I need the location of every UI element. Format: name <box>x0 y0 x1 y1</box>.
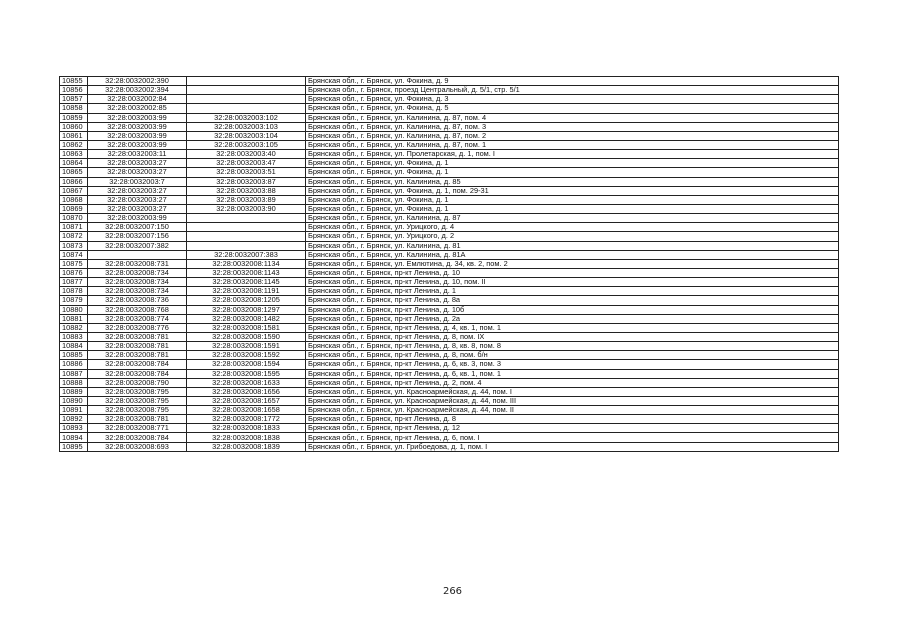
object-cadastral-number-cell: 32:28:0032008:1839 <box>187 442 306 451</box>
table-row <box>60 86 839 95</box>
property-register-table <box>59 76 839 452</box>
row-number-cell: 10881 <box>60 314 88 323</box>
object-cadastral-number-cell: 32:28:0032003:88 <box>187 186 306 195</box>
table-row <box>60 314 839 323</box>
row-number-cell: 10861 <box>60 131 88 140</box>
object-cadastral-number-cell: 32:28:0032007:383 <box>187 250 306 259</box>
table-row <box>60 177 839 186</box>
parcel-cadastral-number-cell: 32:28:0032002:85 <box>88 104 187 113</box>
table-row <box>60 204 839 213</box>
address-cell: Брянская обл., г. Брянск, пр-кт Ленина, д. 10, пом. II <box>306 278 839 287</box>
page-number: 266 <box>442 586 463 597</box>
parcel-cadastral-number-cell: 32:28:0032007:156 <box>88 232 187 241</box>
table-row <box>60 342 839 351</box>
row-number-cell: 10867 <box>60 186 88 195</box>
row-number-cell: 10893 <box>60 424 88 433</box>
row-number-cell: 10885 <box>60 351 88 360</box>
parcel-cadastral-number-cell: 32:28:0032003:11 <box>88 150 187 159</box>
object-cadastral-number-cell: 32:28:0032008:1657 <box>187 396 306 405</box>
object-cadastral-number-cell: 32:28:0032008:1772 <box>187 415 306 424</box>
address-cell: Брянская обл., г. Брянск, ул. Урицкого, д. 4 <box>306 223 839 232</box>
parcel-cadastral-number-cell: 32:28:0032008:784 <box>88 433 187 442</box>
address-cell: Брянская обл., г. Брянск, ул. Калинина, д. 87, пом. 2 <box>306 131 839 140</box>
object-cadastral-number-cell: 32:28:0032008:1595 <box>187 369 306 378</box>
address-cell: Брянская обл., г. Брянск, пр-кт Ленина, д. 4, кв. 1, пом. 1 <box>306 323 839 332</box>
address-cell: Брянская обл., г. Брянск, ул. Калинина, д. 81А <box>306 250 839 259</box>
parcel-cadastral-number-cell: 32:28:0032003:99 <box>88 214 187 223</box>
table-row <box>60 77 839 86</box>
address-cell: Брянская обл., г. Брянск, ул. Фокина, д. 9 <box>306 77 839 86</box>
row-number-cell: 10860 <box>60 122 88 131</box>
address-cell: Брянская обл., г. Брянск, пр-кт Ленина, д. 6, кв. 1, пом. 1 <box>306 369 839 378</box>
parcel-cadastral-number-cell: 32:28:0032003:99 <box>88 113 187 122</box>
parcel-cadastral-number-cell: 32:28:0032003:27 <box>88 186 187 195</box>
address-cell: Брянская обл., г. Брянск, ул. Калинина, д. 87, пом. 4 <box>306 113 839 122</box>
address-cell: Брянская обл., г. Брянск, ул. Калинина, д. 85 <box>306 177 839 186</box>
parcel-cadastral-number-cell: 32:28:0032008:774 <box>88 314 187 323</box>
table-row <box>60 415 839 424</box>
row-number-cell: 10890 <box>60 396 88 405</box>
row-number-cell: 10865 <box>60 168 88 177</box>
parcel-cadastral-number-cell: 32:28:0032003:27 <box>88 195 187 204</box>
object-cadastral-number-cell: 32:28:0032008:1191 <box>187 287 306 296</box>
row-number-cell: 10857 <box>60 95 88 104</box>
row-number-cell: 10868 <box>60 195 88 204</box>
object-cadastral-number-cell: 32:28:0032008:1145 <box>187 278 306 287</box>
row-number-cell: 10886 <box>60 360 88 369</box>
address-cell: Брянская обл., г. Брянск, ул. Красноармейская, д. 44, пом. III <box>306 396 839 405</box>
address-cell: Брянская обл., г. Брянск, ул. Фокина, д. 1 <box>306 159 839 168</box>
object-cadastral-number-cell: 32:28:0032008:1592 <box>187 351 306 360</box>
address-cell: Брянская обл., г. Брянск, пр-кт Ленина, д. 8, кв. 8, пом. 8 <box>306 342 839 351</box>
table-row <box>60 287 839 296</box>
address-cell: Брянская обл., г. Брянск, ул. Фокина, д. 1 <box>306 168 839 177</box>
row-number-cell: 10875 <box>60 259 88 268</box>
parcel-cadastral-number-cell: 32:28:0032003:27 <box>88 159 187 168</box>
row-number-cell: 10878 <box>60 287 88 296</box>
object-cadastral-number-cell: 32:28:0032003:40 <box>187 150 306 159</box>
row-number-cell: 10872 <box>60 232 88 241</box>
parcel-cadastral-number-cell: 32:28:0032002:394 <box>88 86 187 95</box>
object-cadastral-number-cell: 32:28:0032003:90 <box>187 204 306 213</box>
parcel-cadastral-number-cell: 32:28:0032008:795 <box>88 396 187 405</box>
table-row <box>60 168 839 177</box>
object-cadastral-number-cell: 32:28:0032008:1581 <box>187 323 306 332</box>
table-row <box>60 360 839 369</box>
object-cadastral-number-cell <box>187 223 306 232</box>
object-cadastral-number-cell: 32:28:0032008:1658 <box>187 406 306 415</box>
row-number-cell: 10892 <box>60 415 88 424</box>
register-body <box>60 77 839 452</box>
table-row <box>60 268 839 277</box>
parcel-cadastral-number-cell: 32:28:0032007:382 <box>88 241 187 250</box>
address-cell: Брянская обл., г. Брянск, пр-кт Ленина, д. 10 <box>306 268 839 277</box>
address-cell: Брянская обл., г. Брянск, ул. Фокина, д. 3 <box>306 95 839 104</box>
address-cell: Брянская обл., г. Брянск, ул. Калинина, д. 87, пом. 3 <box>306 122 839 131</box>
address-cell: Брянская обл., г. Брянск, пр-кт Ленина, д. 10б <box>306 305 839 314</box>
row-number-cell: 10866 <box>60 177 88 186</box>
table-row <box>60 278 839 287</box>
parcel-cadastral-number-cell: 32:28:0032008:771 <box>88 424 187 433</box>
row-number-cell: 10887 <box>60 369 88 378</box>
table-row <box>60 150 839 159</box>
row-number-cell: 10895 <box>60 442 88 451</box>
table-row <box>60 186 839 195</box>
address-cell: Брянская обл., г. Брянск, пр-кт Ленина, д. 1 <box>306 287 839 296</box>
address-cell: Брянская обл., г. Брянск, пр-кт Ленина, д. 12 <box>306 424 839 433</box>
object-cadastral-number-cell: 32:28:0032008:1591 <box>187 342 306 351</box>
row-number-cell: 10894 <box>60 433 88 442</box>
table-row <box>60 323 839 332</box>
table-row <box>60 214 839 223</box>
object-cadastral-number-cell: 32:28:0032008:1656 <box>187 387 306 396</box>
address-cell: Брянская обл., г. Брянск, ул. Фокина, д. 1, пом. 29-31 <box>306 186 839 195</box>
table-row <box>60 159 839 168</box>
object-cadastral-number-cell <box>187 104 306 113</box>
table-row <box>60 369 839 378</box>
object-cadastral-number-cell: 32:28:0032003:105 <box>187 140 306 149</box>
row-number-cell: 10879 <box>60 296 88 305</box>
object-cadastral-number-cell: 32:28:0032003:51 <box>187 168 306 177</box>
parcel-cadastral-number-cell: 32:28:0032008:768 <box>88 305 187 314</box>
table-row <box>60 396 839 405</box>
parcel-cadastral-number-cell: 32:28:0032002:84 <box>88 95 187 104</box>
address-cell: Брянская обл., г. Брянск, пр-кт Ленина, д. 6, пом. I <box>306 433 839 442</box>
object-cadastral-number-cell <box>187 232 306 241</box>
table-row <box>60 332 839 341</box>
table-row <box>60 122 839 131</box>
object-cadastral-number-cell <box>187 95 306 104</box>
table-row <box>60 131 839 140</box>
table-row <box>60 305 839 314</box>
parcel-cadastral-number-cell: 32:28:0032008:781 <box>88 351 187 360</box>
address-cell: Брянская обл., г. Брянск, ул. Фокина, д. 5 <box>306 104 839 113</box>
row-number-cell: 10884 <box>60 342 88 351</box>
parcel-cadastral-number-cell: 32:28:0032003:99 <box>88 131 187 140</box>
row-number-cell: 10863 <box>60 150 88 159</box>
parcel-cadastral-number-cell: 32:28:0032008:734 <box>88 268 187 277</box>
row-number-cell: 10855 <box>60 77 88 86</box>
table-row <box>60 95 839 104</box>
parcel-cadastral-number-cell: 32:28:0032003:99 <box>88 122 187 131</box>
table-row <box>60 195 839 204</box>
parcel-cadastral-number-cell: 32:28:0032008:781 <box>88 332 187 341</box>
object-cadastral-number-cell: 32:28:0032008:1590 <box>187 332 306 341</box>
parcel-cadastral-number-cell: 32:28:0032008:731 <box>88 259 187 268</box>
row-number-cell: 10871 <box>60 223 88 232</box>
address-cell: Брянская обл., г. Брянск, проезд Центральный, д. 5/1, стр. 5/1 <box>306 86 839 95</box>
address-cell: Брянская обл., г. Брянск, ул. Калинина, д. 87 <box>306 214 839 223</box>
table-row <box>60 433 839 442</box>
address-cell: Брянская обл., г. Брянск, ул. Грибоедова, д. 1, пом. I <box>306 442 839 451</box>
object-cadastral-number-cell: 32:28:0032003:103 <box>187 122 306 131</box>
parcel-cadastral-number-cell: 32:28:0032003:99 <box>88 140 187 149</box>
object-cadastral-number-cell: 32:28:0032008:1143 <box>187 268 306 277</box>
parcel-cadastral-number-cell: 32:28:0032003:27 <box>88 168 187 177</box>
address-cell: Брянская обл., г. Брянск, ул. Фокина, д. 1 <box>306 195 839 204</box>
address-cell: Брянская обл., г. Брянск, пр-кт Ленина, д. 8, пом. б/н <box>306 351 839 360</box>
table-row <box>60 140 839 149</box>
parcel-cadastral-number-cell: 32:28:0032008:734 <box>88 278 187 287</box>
row-number-cell: 10869 <box>60 204 88 213</box>
object-cadastral-number-cell: 32:28:0032003:47 <box>187 159 306 168</box>
address-cell: Брянская обл., г. Брянск, пр-кт Ленина, д. 8, пом. IX <box>306 332 839 341</box>
row-number-cell: 10882 <box>60 323 88 332</box>
row-number-cell: 10880 <box>60 305 88 314</box>
parcel-cadastral-number-cell: 32:28:0032002:390 <box>88 77 187 86</box>
row-number-cell: 10864 <box>60 159 88 168</box>
object-cadastral-number-cell: 32:28:0032003:104 <box>187 131 306 140</box>
object-cadastral-number-cell: 32:28:0032008:1833 <box>187 424 306 433</box>
parcel-cadastral-number-cell: 32:28:0032008:781 <box>88 342 187 351</box>
table-row <box>60 424 839 433</box>
row-number-cell: 10874 <box>60 250 88 259</box>
table-row <box>60 232 839 241</box>
address-cell: Брянская обл., г. Брянск, ул. Красноармейская, д. 44, пом. II <box>306 406 839 415</box>
row-number-cell: 10889 <box>60 387 88 396</box>
parcel-cadastral-number-cell <box>88 250 187 259</box>
object-cadastral-number-cell <box>187 86 306 95</box>
parcel-cadastral-number-cell: 32:28:0032007:150 <box>88 223 187 232</box>
parcel-cadastral-number-cell: 32:28:0032008:784 <box>88 360 187 369</box>
parcel-cadastral-number-cell: 32:28:0032003:27 <box>88 204 187 213</box>
table-row <box>60 259 839 268</box>
table-row <box>60 406 839 415</box>
parcel-cadastral-number-cell: 32:28:0032003:7 <box>88 177 187 186</box>
parcel-cadastral-number-cell: 32:28:0032008:784 <box>88 369 187 378</box>
parcel-cadastral-number-cell: 32:28:0032008:693 <box>88 442 187 451</box>
object-cadastral-number-cell: 32:28:0032008:1633 <box>187 378 306 387</box>
row-number-cell: 10873 <box>60 241 88 250</box>
table-row <box>60 250 839 259</box>
table-row <box>60 378 839 387</box>
row-number-cell: 10856 <box>60 86 88 95</box>
address-cell: Брянская обл., г. Брянск, ул. Калинина, д. 87, пом. 1 <box>306 140 839 149</box>
table-row <box>60 296 839 305</box>
parcel-cadastral-number-cell: 32:28:0032008:790 <box>88 378 187 387</box>
object-cadastral-number-cell: 32:28:0032008:1134 <box>187 259 306 268</box>
row-number-cell: 10870 <box>60 214 88 223</box>
address-cell: Брянская обл., г. Брянск, ул. Красноармейская, д. 44, пом. I <box>306 387 839 396</box>
object-cadastral-number-cell <box>187 77 306 86</box>
object-cadastral-number-cell <box>187 241 306 250</box>
address-cell: Брянская обл., г. Брянск, ул. Урицкого, д. 2 <box>306 232 839 241</box>
address-cell: Брянская обл., г. Брянск, ул. Фокина, д. 1 <box>306 204 839 213</box>
object-cadastral-number-cell: 32:28:0032008:1205 <box>187 296 306 305</box>
row-number-cell: 10883 <box>60 332 88 341</box>
address-cell: Брянская обл., г. Брянск, пр-кт Ленина, д. 8 <box>306 415 839 424</box>
table-row <box>60 223 839 232</box>
address-cell: Брянская обл., г. Брянск, пр-кт Ленина, д. 8а <box>306 296 839 305</box>
table-row <box>60 113 839 122</box>
address-cell: Брянская обл., г. Брянск, ул. Емлютина, д. 34, кв. 2, пом. 2 <box>306 259 839 268</box>
address-cell: Брянская обл., г. Брянск, пр-кт Ленина, д. 6, кв. 3, пом. 3 <box>306 360 839 369</box>
parcel-cadastral-number-cell: 32:28:0032008:736 <box>88 296 187 305</box>
object-cadastral-number-cell: 32:28:0032008:1297 <box>187 305 306 314</box>
row-number-cell: 10876 <box>60 268 88 277</box>
address-cell: Брянская обл., г. Брянск, пр-кт Ленина, д. 2, пом. 4 <box>306 378 839 387</box>
parcel-cadastral-number-cell: 32:28:0032008:795 <box>88 406 187 415</box>
row-number-cell: 10888 <box>60 378 88 387</box>
table-row <box>60 241 839 250</box>
object-cadastral-number-cell: 32:28:0032008:1482 <box>187 314 306 323</box>
table-row <box>60 351 839 360</box>
object-cadastral-number-cell: 32:28:0032003:89 <box>187 195 306 204</box>
table-row <box>60 387 839 396</box>
object-cadastral-number-cell: 32:28:0032003:102 <box>187 113 306 122</box>
row-number-cell: 10877 <box>60 278 88 287</box>
address-cell: Брянская обл., г. Брянск, ул. Калинина, д. 81 <box>306 241 839 250</box>
parcel-cadastral-number-cell: 32:28:0032008:776 <box>88 323 187 332</box>
object-cadastral-number-cell: 32:28:0032003:87 <box>187 177 306 186</box>
parcel-cadastral-number-cell: 32:28:0032008:795 <box>88 387 187 396</box>
object-cadastral-number-cell: 32:28:0032008:1838 <box>187 433 306 442</box>
row-number-cell: 10862 <box>60 140 88 149</box>
table-row <box>60 442 839 451</box>
row-number-cell: 10858 <box>60 104 88 113</box>
parcel-cadastral-number-cell: 32:28:0032008:781 <box>88 415 187 424</box>
parcel-cadastral-number-cell: 32:28:0032008:734 <box>88 287 187 296</box>
address-cell: Брянская обл., г. Брянск, ул. Пролетарская, д. 1, пом. I <box>306 150 839 159</box>
address-cell: Брянская обл., г. Брянск, пр-кт Ленина, д. 2а <box>306 314 839 323</box>
row-number-cell: 10891 <box>60 406 88 415</box>
object-cadastral-number-cell: 32:28:0032008:1594 <box>187 360 306 369</box>
object-cadastral-number-cell <box>187 214 306 223</box>
row-number-cell: 10859 <box>60 113 88 122</box>
table-row <box>60 104 839 113</box>
